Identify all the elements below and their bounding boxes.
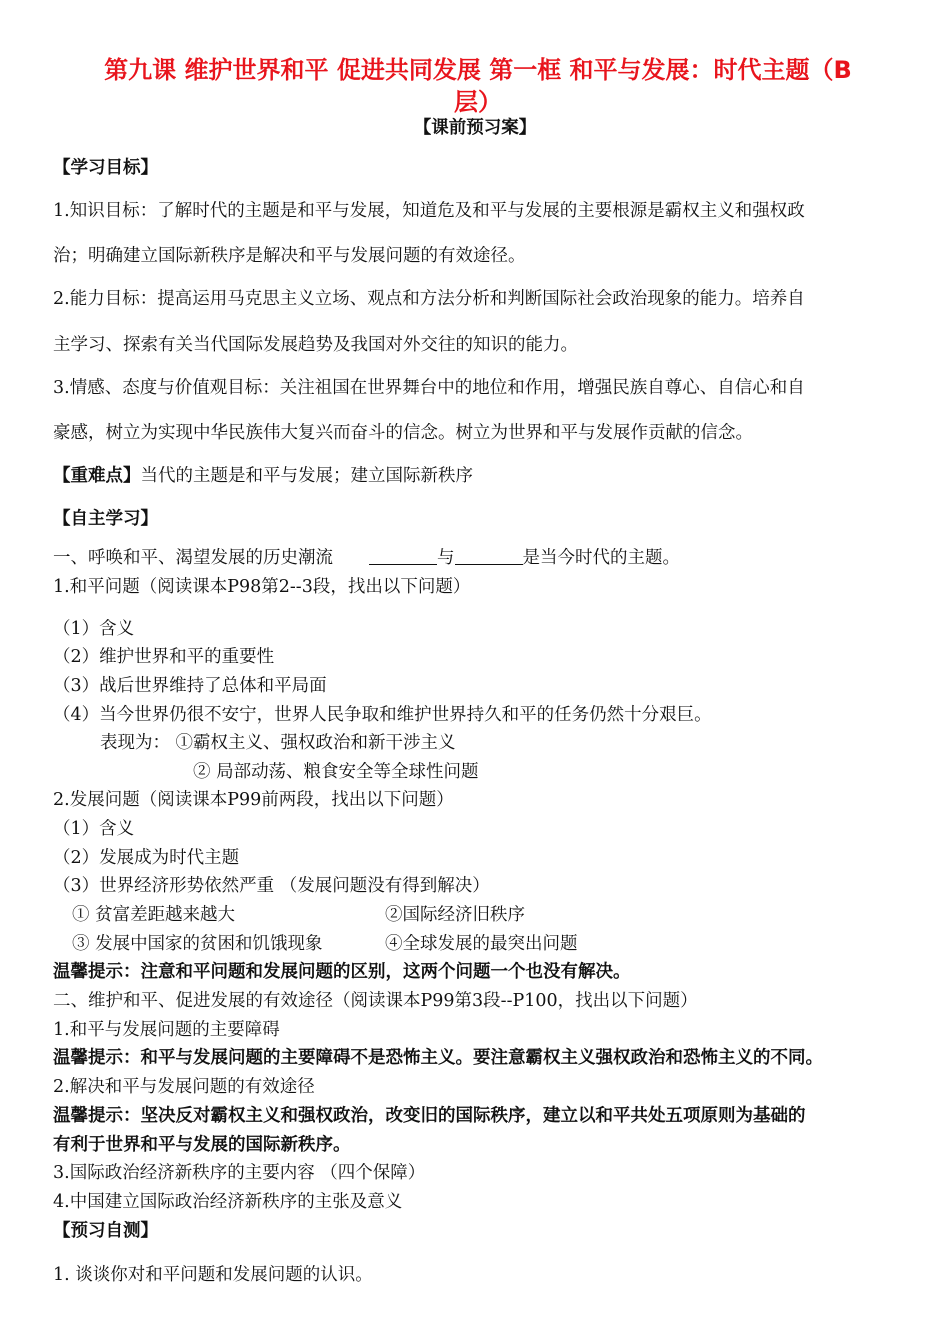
development-sub-a: ① 贫富差距越来越大	[72, 905, 236, 925]
development-sub-b: ②国际经济旧秩序	[385, 905, 525, 925]
peace-question-heading: 1.和平问题（阅读课本P98第2--3段，找出以下问题）	[53, 577, 471, 597]
fill-blank-1[interactable]	[369, 546, 437, 565]
title-line-1: 第九课 维护世界和平 促进共同发展 第一框 和平与发展：时代主题（B	[104, 56, 852, 84]
tip-3-line-1: 温馨提示：坚决反对霸权主义和强权政治，改变旧的国际秩序，建立以和平共处五项原则为基础的	[53, 1106, 806, 1126]
section-1-suffix: 是当今时代的主题。	[522, 548, 680, 568]
section-2-item-3: 3.国际政治经济新秩序的主要内容 （四个保障）	[53, 1163, 426, 1183]
peace-item-4: （4）当今世界仍很不安宁，世界人民争取和维护世界持久和平的任务仍然十分艰巨。	[53, 705, 712, 725]
development-item-2: （2）发展成为时代主题	[53, 848, 240, 868]
self-study-heading: 【自主学习】	[53, 509, 158, 529]
peace-item-4-second: ② 局部动荡、粮食安全等全球性问题	[193, 762, 479, 782]
peace-item-3: （3）战后世界维持了总体和平局面	[53, 676, 327, 696]
section-2-heading: 二、维护和平、促进发展的有效途径（阅读课本P99第3段--P100，找出以下问题）	[53, 991, 698, 1011]
section-2-item-4: 4.中国建立国际政治经济新秩序的主张及意义	[53, 1192, 403, 1212]
development-item-3: （3）世界经济形势依然严重 （发展问题没有得到解决）	[53, 876, 490, 896]
development-sub-c: ③ 发展中国家的贫困和饥饿现象	[72, 934, 323, 954]
section-2-item-2: 2.解决和平与发展问题的有效途径	[53, 1077, 315, 1097]
goal-3-line-1: 3.情感、态度与价值观目标：关注祖国在世界舞台中的地位和作用，增强民族自尊心、自信心和自	[53, 378, 805, 398]
development-question-heading: 2.发展问题（阅读课本P99前两段，找出以下问题）	[53, 790, 454, 810]
tip-2: 温馨提示：和平与发展问题的主要障碍不是恐怖主义。要注意霸权主义强权政治和恐怖主义的不同。	[53, 1048, 823, 1068]
goal-1-line-1: 1.知识目标：了解时代的主题是和平与发展，知道危及和平与发展的主要根源是霸权主义和强权政	[53, 201, 805, 221]
peace-item-2: （2）维护世界和平的重要性	[53, 647, 275, 667]
key-points	[53, 464, 473, 488]
goals-heading: 【学习目标】	[53, 158, 158, 178]
peace-item-1: （1）含义	[53, 619, 135, 639]
goal-2-line-1: 2.能力目标：提高运用马克思主义立场、观点和方法分析和判断国际社会政治现象的能力。培养自	[53, 289, 805, 309]
goal-1-line-2: 治；明确建立国际新秩序是解决和平与发展问题的有效途径。	[53, 246, 526, 266]
section-1-heading	[53, 546, 680, 570]
development-sub-d: ④全球发展的最突出问题	[385, 934, 578, 954]
fill-blank-2[interactable]	[455, 546, 523, 565]
self-test-heading: 【预习自测】	[53, 1221, 158, 1241]
tip-1: 温馨提示：注意和平问题和发展问题的区别，这两个问题一个也没有解决。	[53, 962, 631, 982]
self-test-question-1: 1. 谈谈你对和平问题和发展问题的认识。	[53, 1265, 373, 1285]
peace-item-4-show: 表现为： ①霸权主义、强权政治和新干涉主义	[100, 733, 456, 753]
tip-3-line-2: 有利于世界和平与发展的国际新秩序。	[53, 1135, 351, 1155]
document-title	[53, 54, 903, 118]
key-points-label: 【重难点】	[53, 466, 141, 486]
section-preview-heading: 【课前预习案】	[413, 118, 537, 138]
development-item-1: （1）含义	[53, 819, 135, 839]
goal-3-line-2: 豪感，树立为实现中华民族伟大复兴而奋斗的信念。树立为世界和平与发展作贡献的信念。	[53, 423, 753, 443]
title-line-2: 层）	[454, 88, 502, 116]
section-1-mid: 与	[437, 548, 455, 568]
key-points-text: 当代的主题是和平与发展；建立国际新秩序	[140, 466, 473, 486]
section-1-prefix: 一、呼唤和平、渴望发展的历史潮流	[53, 548, 333, 568]
goal-2-line-2: 主学习、探索有关当代国际发展趋势及我国对外交往的知识的能力。	[53, 335, 578, 355]
section-2-item-1: 1.和平与发展问题的主要障碍	[53, 1020, 280, 1040]
